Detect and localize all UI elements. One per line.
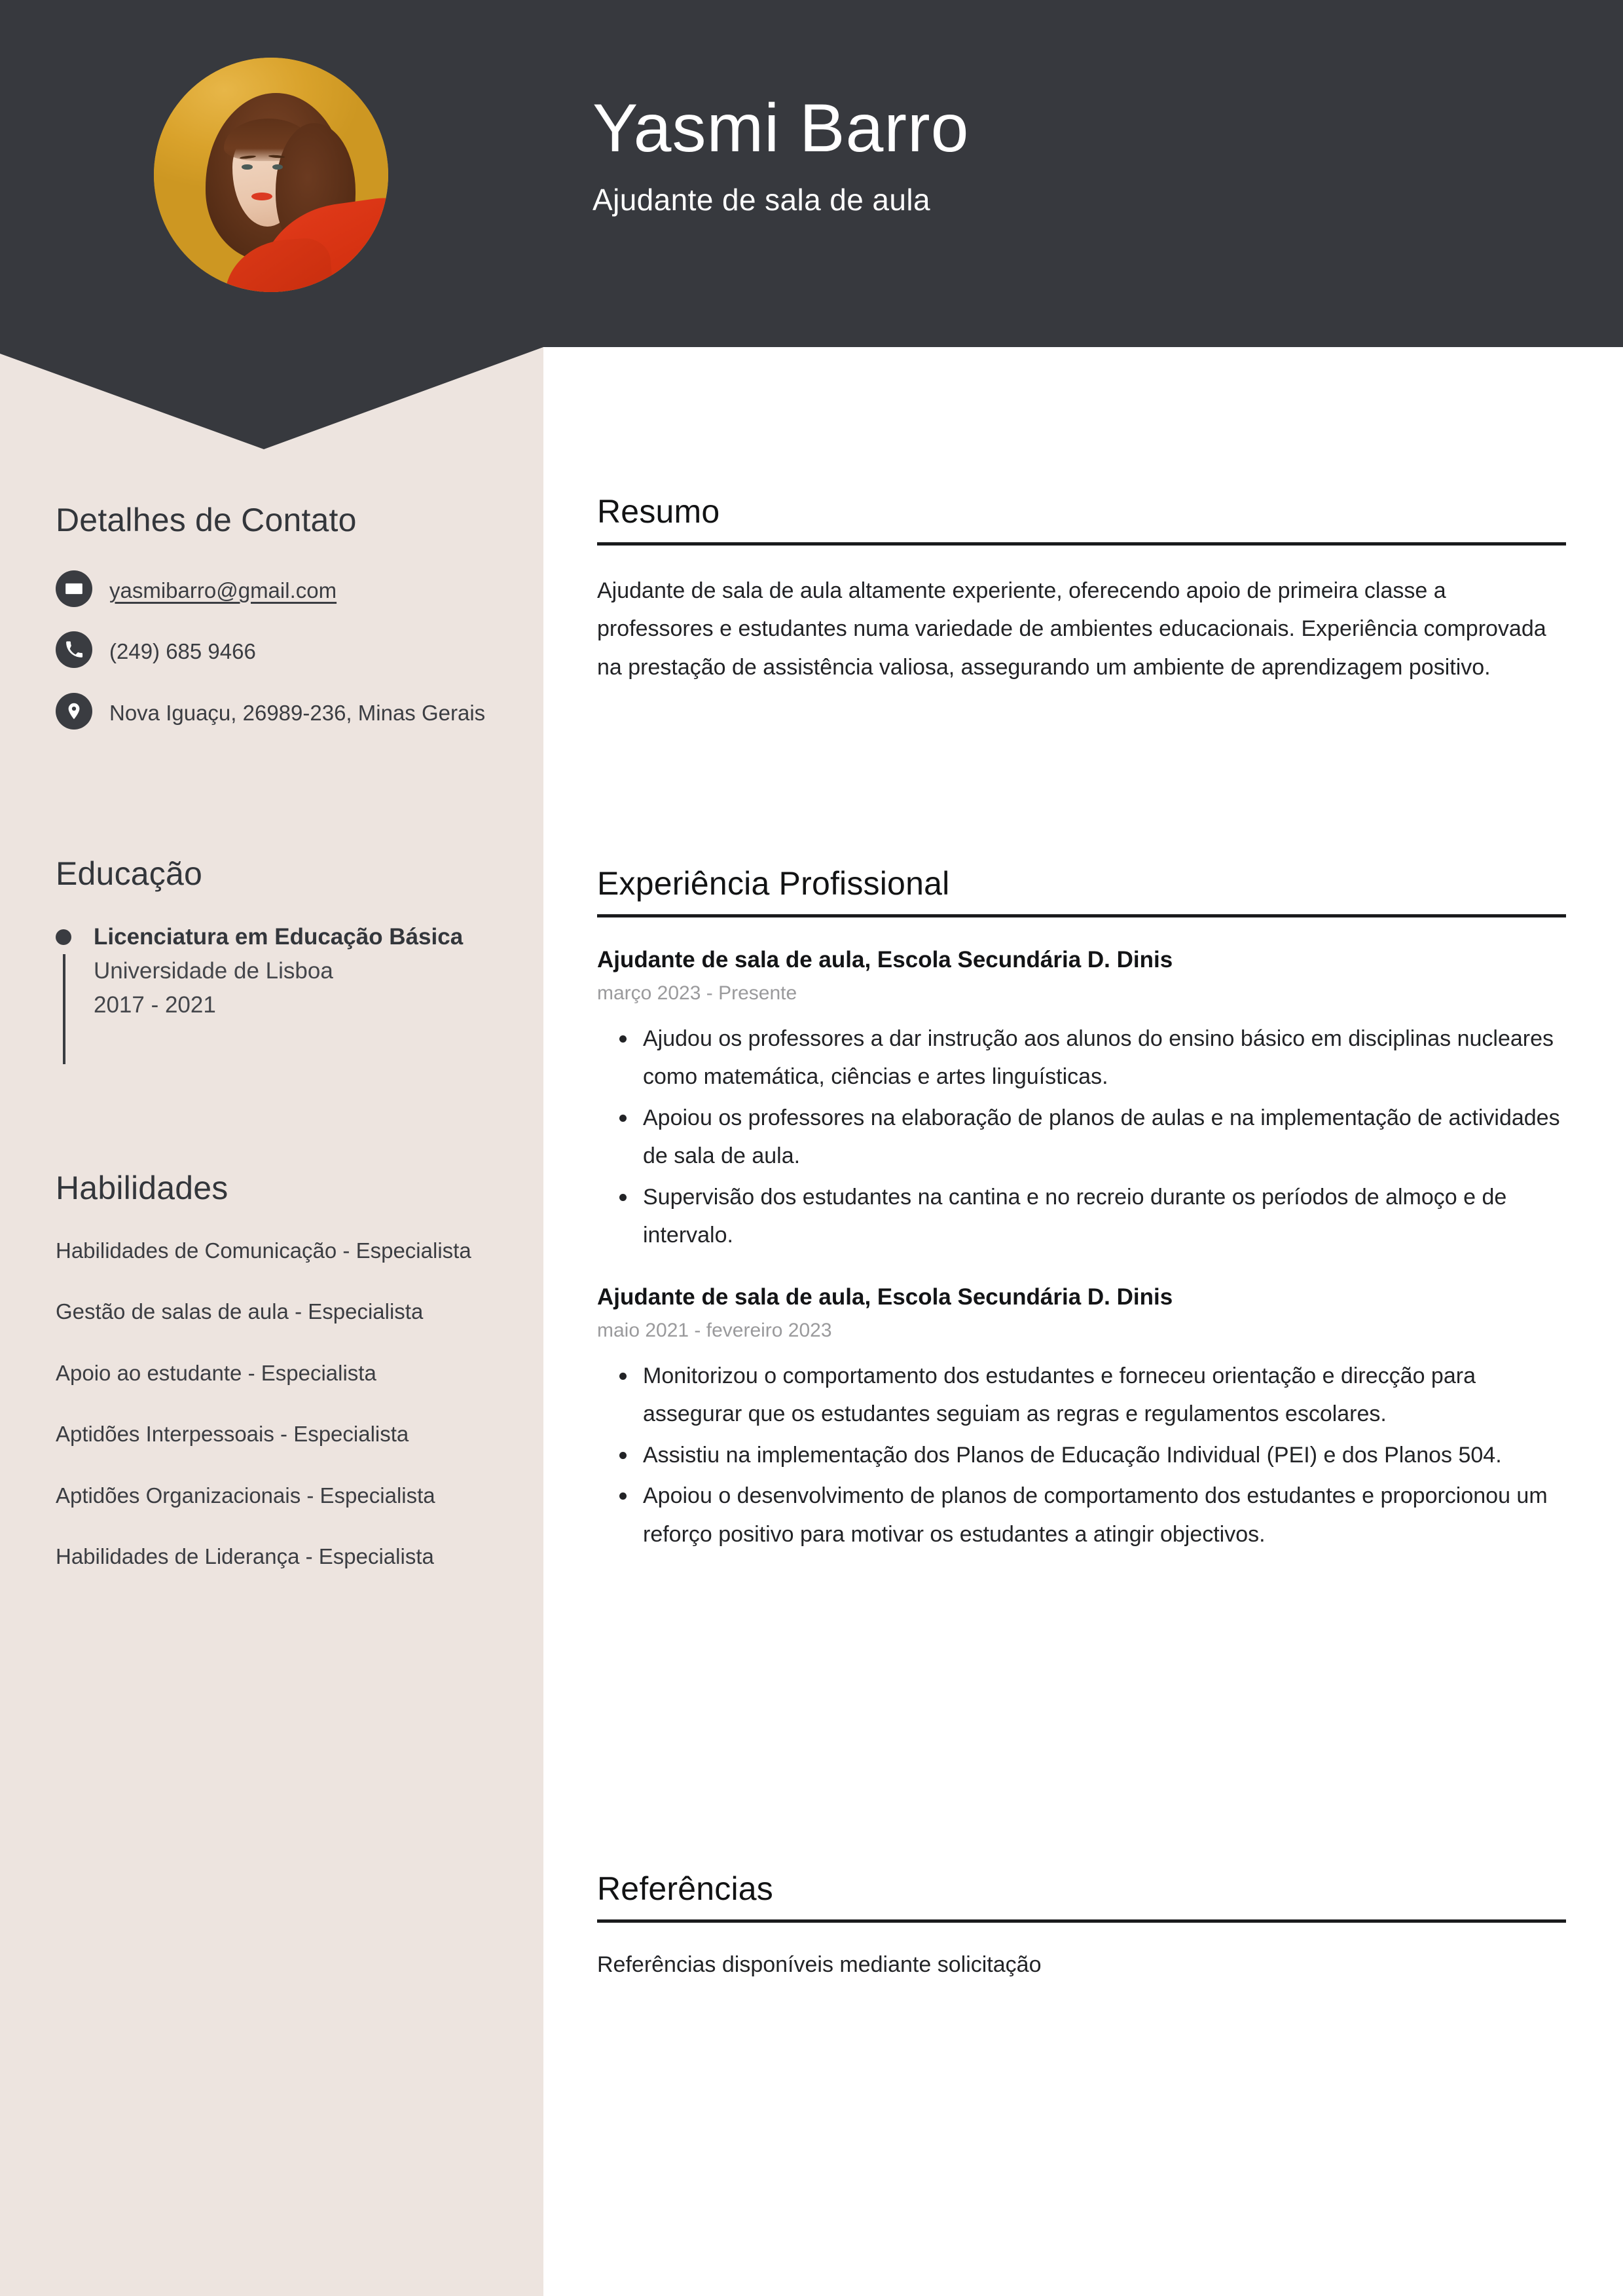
timeline-dot-icon [56,929,71,945]
skill-item: Aptidões Organizacionais - Especialista [56,1483,435,1508]
name-block [593,92,1509,217]
candidate-job-title: Ajudante de sala de aula [593,183,931,217]
education-heading: Educação [56,855,202,892]
summary-text: Ajudante de sala de aula altamente experiente, oferecendo apoio de primeira classe a professores e estudantes numa variedade de ambientes educacionais. Experiência comprovada na prestação de assistência valiosa, assegurando um ambiente de aprendizagem positivo. [597,578,1546,680]
skill-item: Aptidões Interpessoais - Especialista [56,1422,409,1447]
contact-phone-value: (249) 685 9466 [109,639,256,664]
education-school: Universidade de Lisboa [94,957,333,984]
experience-item [597,1281,1566,1553]
experience-bullet: Monitorizou o comportamento dos estudantes e forneceu orientação e direcção para assegurar que os estudantes seguiam as regras e regulamentos escolares. [643,1357,1566,1434]
skill-item: Habilidades de Liderança - Especialista [56,1544,434,1569]
skills-list [56,1233,501,1574]
experience-heading: Experiência Profissional [597,865,950,902]
timeline-line [63,954,65,1064]
experience-bullet: Supervisão dos estudantes na cantina e no recreio durante os períodos de almoço e de intervalo. [643,1178,1566,1255]
skill-item: Apoio ao estudante - Especialista [56,1360,376,1385]
experience-bullet: Apoiou o desenvolvimento de planos de comportamento dos estudantes e proporcionou um reforço positivo para motivar os estudantes a atingir objectivos. [643,1477,1566,1553]
experience-bullet-list [597,1020,1566,1255]
contact-list [56,569,488,730]
map-pin-icon [56,693,92,730]
education-degree: Licenciatura em Educação Básica [94,924,464,950]
contact-item-address[interactable] [56,692,488,730]
summary-heading: Resumo [597,493,720,530]
contact-heading: Detalhes de Contato [56,502,357,538]
candidate-name: Yasmi Barro [593,90,970,166]
references-divider [597,1919,1566,1923]
experience-divider [597,914,1566,917]
phone-icon [56,631,92,668]
skills-heading: Habilidades [56,1170,228,1206]
education-dates: 2017 - 2021 [94,991,216,1018]
envelope-icon [56,570,92,607]
experience-job-dates: março 2023 - Presente [597,982,797,1004]
experience-item [597,944,1566,1255]
experience-bullet: Apoiou os professores na elaboração de planos de aulas e na implementação de actividades de sala de aula. [643,1099,1566,1176]
contact-item-phone[interactable] [56,630,488,669]
experience-section [597,864,1566,1556]
experience-bullet-list [597,1357,1566,1553]
experience-job-title: Ajudante de sala de aula, Escola Secundária D. Dinis [597,1284,1173,1310]
skills-section [56,1169,501,1601]
education-item [56,920,501,1022]
references-heading: Referências [597,1870,773,1907]
contact-item-email[interactable] [56,569,488,608]
references-section [597,1870,1566,1984]
sidebar [0,0,543,2296]
references-text: Referências disponíveis mediante solicitação [597,1952,1042,1977]
experience-job-dates: maio 2021 - fevereiro 2023 [597,1319,832,1341]
experience-bullet: Assistiu na implementação dos Planos de Educação Individual (PEI) e dos Planos 504. [643,1436,1566,1474]
skill-item: Habilidades de Comunicação - Especialista [56,1238,471,1263]
summary-section [597,492,1566,686]
contact-section [56,501,488,752]
contact-email-value[interactable]: yasmibarro@gmail.com [109,578,337,602]
summary-divider [597,542,1566,546]
skill-item: Gestão de salas de aula - Especialista [56,1299,424,1324]
contact-address-value: Nova Iguaçu, 26989-236, Minas Gerais [109,700,486,725]
experience-job-title: Ajudante de sala de aula, Escola Secundária D. Dinis [597,947,1173,972]
education-section [56,855,501,1022]
experience-bullet: Ajudou os professores a dar instrução aos alunos do ensino básico em disciplinas nucleares como matemática, ciências e artes linguísticas. [643,1020,1566,1096]
